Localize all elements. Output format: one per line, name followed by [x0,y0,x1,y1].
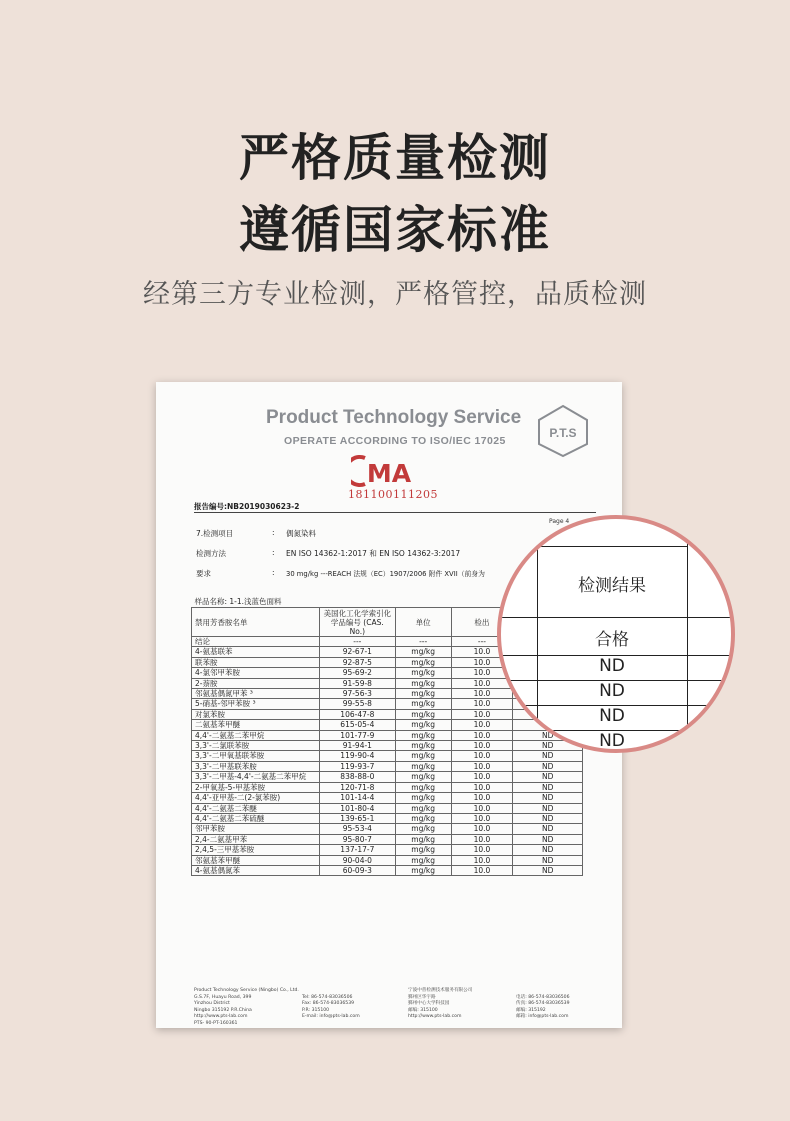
magnifier-result: ND [599,706,625,726]
cell-unit: mg/kg [395,657,451,667]
field-colon: : [272,548,275,557]
table-row [192,865,583,875]
cell-cas: 92-87-5 [319,657,395,667]
cell-unit: mg/kg [395,855,451,865]
table-row [192,761,583,771]
field-label: 要求 [196,569,211,578]
cell-result: ND [513,855,583,865]
table-row [192,782,583,792]
table-row [192,803,583,813]
footer-line: Product Technology Service (Ningbo) Co., Ltd. [194,988,299,993]
cell-result: ND [513,751,583,761]
magnifier-header: 检测结果 [578,576,646,596]
cell-unit: mg/kg [395,699,451,709]
footer-line: http://www.pts-lab.com [194,1014,248,1020]
cell-limit: 10.0 [451,803,513,813]
cell-name: 2-萘胺 [192,678,320,688]
cell-name: 4,4'-二氨基二苯甲烷 [192,730,320,740]
cell-cas: 97-56-3 [319,689,395,699]
footer-line: Yinzhou District [194,1001,230,1007]
cell-cas: 90-04-0 [319,855,395,865]
cell-name: 2,4,5-三甲基苯胺 [192,845,320,855]
cell-unit: mg/kg [395,751,451,761]
cell-cas: 101-80-4 [319,803,395,813]
footer-col4 [516,988,570,1021]
cell-unit: --- [395,637,451,647]
footer-line: Tel: 86-574-83036506 [302,994,353,1000]
cell-unit: mg/kg [395,709,451,719]
footer-line [516,988,570,995]
cell-name: 联苯胺 [192,657,320,667]
cell-name: 邻甲苯胺 [192,824,320,834]
cell-name: 3,3'-二甲氧基联苯胺 [192,751,320,761]
divider [194,512,596,513]
footer-line: P.R: 315100 [302,1007,330,1013]
footer-col2 [302,988,360,1021]
footer-line: http://www.pts-lab.com [408,1014,462,1020]
cell-limit: 10.0 [451,720,513,730]
cell-cas: 120-71-8 [319,782,395,792]
cell-cas: 91-94-1 [319,741,395,751]
cma-number: 181100111205 [348,488,438,501]
header-unit: 单位 [395,608,451,637]
cell-limit: 10.0 [451,865,513,875]
cell-name: 4-氯邻甲苯胺 [192,668,320,678]
report-number: 报告编号:NB2019030623-2 [194,502,300,511]
cell-limit: 10.0 [451,668,513,678]
cell-name: 2,4-二氨基甲苯 [192,834,320,844]
grid-line [687,519,688,753]
footer-line: G.S.7F, Huayu Road, 399 [194,994,252,1000]
cell-cas: 101-14-4 [319,793,395,803]
footer-line: PTS- 90-PT-160361 [194,1020,238,1026]
cell-limit: --- [451,637,513,647]
cell-unit: mg/kg [395,813,451,823]
accreditation-line: OPERATE ACCORDING TO ISO/IEC 17025 [284,435,506,447]
cell-name: 4,4'-二氨基二苯醚 [192,803,320,813]
cell-limit: 10.0 [451,834,513,844]
footer-line: 鄞州区华宇路 [408,994,436,1000]
headline-line2: 遵循国家标准 [239,201,551,259]
cell-unit: mg/kg [395,834,451,844]
cell-limit: 10.0 [451,782,513,792]
cell-limit: 10.0 [451,741,513,751]
cell-name: 3,3'-二甲基联苯胺 [192,761,320,771]
cell-name: 对氯苯胺 [192,709,320,719]
cell-limit: 10.0 [451,657,513,667]
cell-cas: 838-88-0 [319,772,395,782]
cell-limit: 10.0 [451,813,513,823]
cell-result: ND [513,741,583,751]
footer-line: 传真: 86-574-83036539 [516,1001,570,1007]
cell-name: 结论 [192,637,320,647]
footer-line: 电话: 86-574-83036506 [516,994,570,1000]
cell-cas: 106-47-8 [319,709,395,719]
table-row [192,751,583,761]
grid-line [501,617,735,618]
cell-cas: 95-80-7 [319,834,395,844]
cell-name: 4-氨基联苯 [192,647,320,657]
cell-unit: mg/kg [395,782,451,792]
field-colon: : [272,528,275,537]
cell-limit: 10.0 [451,709,513,719]
cell-cas: 99-55-8 [319,699,395,709]
footer-line: E-mail: info@pts-lab.com [302,1014,360,1020]
cell-name: 4,4'-亚甲基-二(2-氯苯胺) [192,793,320,803]
cell-unit: mg/kg [395,793,451,803]
table-caption: 样品名称: 1-1.浅蓝色面料 [192,597,583,608]
cell-limit: 10.0 [451,824,513,834]
cell-limit: 10.0 [451,845,513,855]
cell-limit: 10.0 [451,689,513,699]
footer-line: 邮编: 315100 [408,1007,438,1013]
pts-logo-icon [537,404,589,458]
cell-cas: 95-69-2 [319,668,395,678]
subheadline: 经第三方专业检测，严格管控，品质检测 [143,279,647,310]
table-row [192,824,583,834]
field-value: 30 mg/kg ---REACH 法规（EC）1907/2006 附件 XVII（前身为 [286,570,485,578]
cell-result: ND [513,834,583,844]
cell-limit: 10.0 [451,761,513,771]
cell-unit: mg/kg [395,720,451,730]
cell-unit: mg/kg [395,845,451,855]
field-value: 偶氮染料 [286,529,316,538]
cell-name: 二氨基苯甲醚 [192,720,320,730]
cell-cas: 119-90-4 [319,751,395,761]
footer-line: 邮编: 315192 [516,1007,546,1013]
grid-line [537,546,687,547]
cell-name: 3,3'-二甲基-4,4'-二氨基二苯甲烷 [192,772,320,782]
cell-result: ND [513,845,583,855]
pts-logo-text: P.T.S [549,426,577,440]
cell-limit: 10.0 [451,699,513,709]
cell-unit: mg/kg [395,668,451,678]
cell-cas: 95-53-4 [319,824,395,834]
cma-mark-icon [351,454,423,488]
cell-limit: 10.0 [451,793,513,803]
table-row [192,834,583,844]
cell-cas: 101-77-9 [319,730,395,740]
cell-unit: mg/kg [395,824,451,834]
cell-name: 3,3'-二氯联苯胺 [192,741,320,751]
footer-line: 宁波中普检测技术服务有限公司 [408,988,473,993]
cell-unit: mg/kg [395,772,451,782]
footer-line: 鄞州中心大学科技园 [408,1001,450,1007]
cell-name: 4-氨基偶氮苯 [192,865,320,875]
cell-name: 5-硝基-邻甲苯胺 ³ [192,699,320,709]
cell-unit: mg/kg [395,865,451,875]
field-label: 检测方法 [196,549,226,558]
magnifier-zoom [497,515,735,753]
magnifier-result: ND [599,681,625,701]
header-cas: 美国化工化学索引化学品编号 (CAS. No.) [319,608,395,637]
magnifier-result: ND [599,656,625,676]
cma-mark-text: MA [366,459,412,488]
table-row [192,772,583,782]
cell-limit: 10.0 [451,855,513,865]
cell-result: ND [513,813,583,823]
cell-name: 2-甲氧基-5-甲基苯胺 [192,782,320,792]
table-row [192,845,583,855]
cell-cas: --- [319,637,395,647]
cell-limit: 10.0 [451,751,513,761]
magnifier-conclusion: 合格 [595,630,629,650]
cell-result: ND [513,803,583,813]
cell-result: ND [513,761,583,771]
field-colon: : [272,568,275,577]
cell-cas: 139-65-1 [319,813,395,823]
footer-line: Fax: 86-574-83036539 [302,1001,355,1007]
field-label: 7.检测项目 [196,529,234,538]
table-row [192,855,583,865]
header-name: 禁用芳香胺名单 [192,608,320,637]
cell-result: ND [513,865,583,875]
cell-unit: mg/kg [395,647,451,657]
cell-unit: mg/kg [395,803,451,813]
table-row [192,813,583,823]
cell-cas: 137-17-7 [319,845,395,855]
cell-result: ND [513,730,583,740]
cell-limit: 10.0 [451,647,513,657]
cell-result: ND [513,824,583,834]
cell-unit: mg/kg [395,761,451,771]
cell-cas: 119-93-7 [319,761,395,771]
magnifier-result: ND [599,731,625,751]
footer-col1 [194,988,299,1028]
cell-cas: 91-59-8 [319,678,395,688]
company-name: Product Technology Service [266,407,522,428]
cell-unit: mg/kg [395,689,451,699]
field-value: EN ISO 14362-1:2017 和 EN ISO 14362-3:2017 [286,549,461,558]
cell-unit: mg/kg [395,730,451,740]
cell-limit: 10.0 [451,772,513,782]
footer-col3 [408,988,472,1021]
cell-cas: 615-05-4 [319,720,395,730]
cell-name: 邻氨基苯甲醚 [192,855,320,865]
cell-result: ND [513,782,583,792]
cell-unit: mg/kg [395,678,451,688]
footer-line: Ningbo 315192 P.R.China [194,1007,252,1013]
header-limit: 检出 [451,608,513,637]
footer-line: 邮箱: info@pts-lab.com [516,1014,569,1020]
table-row [192,793,583,803]
cell-name: 邻氨基偶氮甲苯 ³ [192,689,320,699]
headline-line1: 严格质量检测 [239,129,551,187]
page-number: Page 4 [549,518,570,525]
footer-line [302,988,360,995]
cell-result: ND [513,772,583,782]
cell-limit: 10.0 [451,730,513,740]
cell-cas: 60-09-3 [319,865,395,875]
cell-cas: 92-67-1 [319,647,395,657]
cell-limit: 10.0 [451,678,513,688]
cell-unit: mg/kg [395,741,451,751]
cell-name: 4,4'-二氨基二苯硫醚 [192,813,320,823]
cell-result: ND [513,793,583,803]
